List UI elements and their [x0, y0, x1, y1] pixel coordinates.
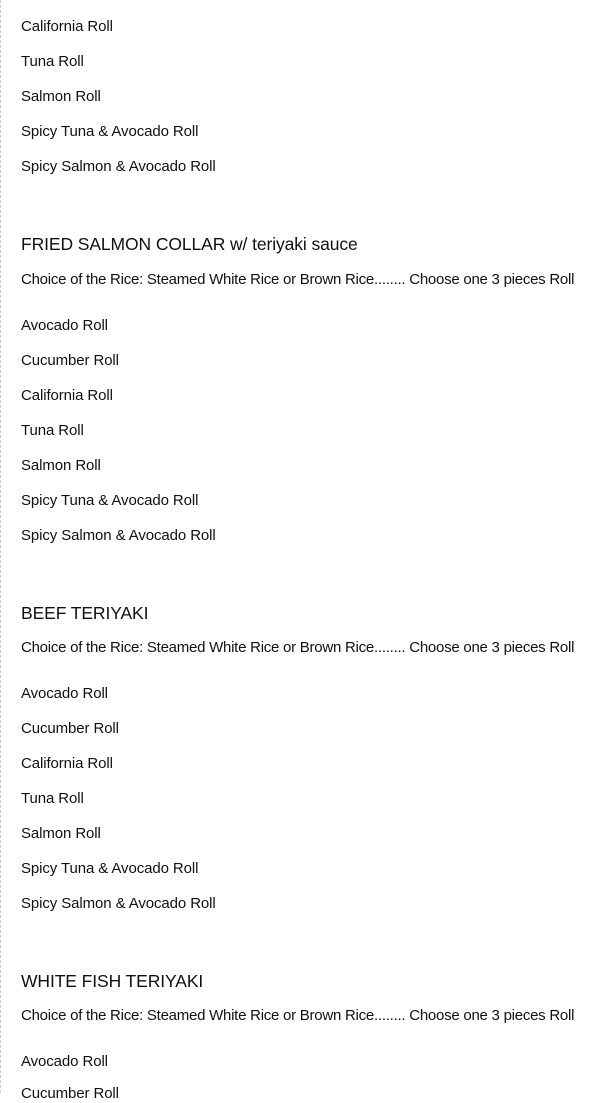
section-description: Choice of the Rice: Steamed White Rice or Brown Rice........ Choose one 3 pieces Roll	[21, 639, 575, 656]
section-title: WHITE FISH TERIYAKI	[21, 971, 204, 991]
menu-item-california-roll: California Roll	[21, 387, 113, 404]
menu-item-spicy-tuna-avocado-roll: Spicy Tuna & Avocado Roll	[21, 123, 199, 140]
left-dashed-border	[0, 0, 1, 1093]
menu-item-spicy-salmon-avocado-roll: Spicy Salmon & Avocado Roll	[21, 527, 216, 544]
menu-item-spicy-salmon-avocado-roll: Spicy Salmon & Avocado Roll	[21, 895, 216, 912]
menu-item-california-roll: California Roll	[21, 18, 113, 35]
menu-item-spicy-tuna-avocado-roll: Spicy Tuna & Avocado Roll	[21, 492, 199, 509]
menu-item-salmon-roll: Salmon Roll	[21, 825, 101, 842]
menu-item-california-roll: California Roll	[21, 755, 113, 772]
menu-item-cucumber-roll: Cucumber Roll	[21, 720, 119, 737]
menu-item-tuna-roll: Tuna Roll	[21, 422, 84, 439]
menu-item-cucumber-roll: Cucumber Roll	[21, 1085, 119, 1102]
menu-item-avocado-roll: Avocado Roll	[21, 1053, 108, 1070]
menu-item-salmon-roll: Salmon Roll	[21, 88, 101, 105]
section-description: Choice of the Rice: Steamed White Rice or Brown Rice........ Choose one 3 pieces Roll	[21, 271, 575, 288]
menu-item-tuna-roll: Tuna Roll	[21, 790, 84, 807]
menu-item-avocado-roll: Avocado Roll	[21, 685, 108, 702]
menu-item-cucumber-roll: Cucumber Roll	[21, 352, 119, 369]
menu-item-tuna-roll: Tuna Roll	[21, 53, 84, 70]
section-title: FRIED SALMON COLLAR w/ teriyaki sauce	[21, 234, 358, 254]
menu-item-spicy-tuna-avocado-roll: Spicy Tuna & Avocado Roll	[21, 860, 199, 877]
section-description: Choice of the Rice: Steamed White Rice or Brown Rice........ Choose one 3 pieces Roll	[21, 1007, 575, 1024]
menu-item-avocado-roll: Avocado Roll	[21, 317, 108, 334]
menu-item-spicy-salmon-avocado-roll: Spicy Salmon & Avocado Roll	[21, 158, 216, 175]
menu-item-salmon-roll: Salmon Roll	[21, 457, 101, 474]
section-title: BEEF TERIYAKI	[21, 603, 149, 623]
